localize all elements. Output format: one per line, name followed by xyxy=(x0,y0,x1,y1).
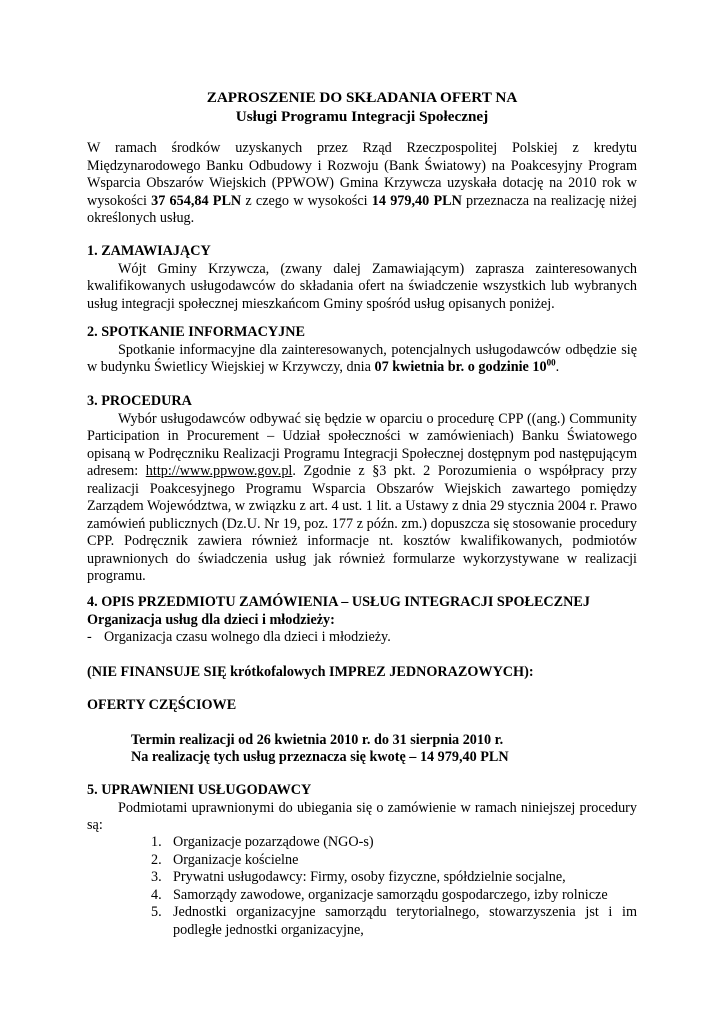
list-item-number: 3. xyxy=(151,869,162,885)
realization-amount: Na realizację tych usług przeznacza się kwotę – 14 979,40 PLN xyxy=(131,749,509,765)
list-item xyxy=(151,869,637,887)
list-item-number: 2. xyxy=(151,851,162,868)
section-4-heading: 4. OPIS PRZEDMIOTU ZAMÓWIENIA – USŁUG INTEGRACJI SPOŁECZNEJ xyxy=(87,594,590,610)
list-item xyxy=(151,904,637,939)
section-5-heading: 5. UPRAWNIENI USŁUGODAWCY xyxy=(87,782,312,798)
intro-paragraph xyxy=(87,140,637,228)
section-4-subheading: Organizacja usług dla dzieci i młodzieży: xyxy=(87,611,335,628)
section-1-heading: 1. ZAMAWIAJĄCY xyxy=(87,243,211,259)
section-5-text: Podmiotami uprawnionymi do ubiegania się o zamówienie w ramach niniejszej procedury są: xyxy=(87,799,637,833)
section-2-end: . xyxy=(555,359,560,375)
section-1-text: Wójt Gminy Krzywcza, (zwany dalej Zamawiającym) zaprasza zainteresowanych kwalifikowanych usługodawców do składania ofert na świadczenie wszystkich lub wybranych usług integracji społecznej mieszkańcom Gminy spośród usług opisanych poniżej. xyxy=(87,260,637,312)
section-3 xyxy=(87,393,637,586)
dash-bullet: - xyxy=(87,629,92,645)
list-item-text: Organizacje kościelne xyxy=(173,851,299,868)
section-3-body-1: Wybór usługodawców odbywać się będzie w oparciu o procedurę CPP ((ang.) Community Participation in Procurement – Udział społeczności w zamówieniach) Banku Światowego opisaną w Podręczniku Realizacji Programu Integracji Społecznej dostępnym pod następującym adresem: xyxy=(87,410,637,479)
section-5 xyxy=(87,782,637,835)
partial-offers-heading: OFERTY CZĘŚCIOWE xyxy=(87,697,237,713)
list-item-number: 5. xyxy=(151,904,162,920)
section-2-body: Spotkanie informacyjne dla zainteresowanych, potencjalnych usługodawców odbędzie się w budynku Świetlicy Wiejskiej w Krzywczy, dnia xyxy=(87,341,637,375)
section-2 xyxy=(87,324,637,377)
intro-text-1: W ramach środków uzyskanych przez Rząd Rzeczpospolitej Polskiej z kredytu Międzynarodowego Banku Odbudowy i Rozwoju (Bank Światowy) na Poakcesyjny Program Wsparcia Obszarów Wiejskich (PPWOW) Gmina Krzywcza uzyskała dotację na 2010 rok w wysokości xyxy=(87,140,637,209)
meeting-minutes: 00 xyxy=(546,357,556,368)
list-item-text: Jednostki organizacyjne samorządu terytorialnego, stowarzyszenia jst i im podległe jednostki organizacyjne, xyxy=(173,904,637,938)
list-item-text: Organizacje pozarządowe (NGO-s) xyxy=(173,834,374,850)
section-3-heading: 3. PROCEDURA xyxy=(87,393,192,409)
intro-text-3: przeznacza na realizację niżej określonych usług. xyxy=(87,192,638,226)
eligible-providers-list xyxy=(151,834,637,939)
document-title xyxy=(87,88,637,126)
intro-text-2: z czego w wysokości xyxy=(241,192,372,209)
list-item xyxy=(151,852,637,870)
section-4 xyxy=(87,594,637,647)
list-item-text: Samorządy zawodowe, organizacje samorządu gospodarczego, izby rolnicze xyxy=(173,886,608,903)
section-3-text xyxy=(87,411,637,586)
realization-term: Termin realizacji od 26 kwietnia 2010 r. do 31 sierpnia 2010 r. xyxy=(131,732,504,748)
intro-amount-2: 14 979,40 PLN xyxy=(371,192,462,209)
list-item-text: Organizacja czasu wolnego dla dzieci i młodzieży. xyxy=(104,629,391,645)
list-item-text: Prywatni usługodawcy: Firmy, osoby fizyczne, spółdzielnie socjalne, xyxy=(173,869,566,885)
list-item xyxy=(87,629,637,647)
meeting-date: 07 kwietnia br. o godzinie 10 xyxy=(374,359,547,375)
title-line-2: Usługi Programu Integracji Społecznej xyxy=(235,108,489,125)
section-3-body-2: . Zgodnie z §3 pkt. 2 Porozumienia o współpracy przy realizacji Poakcesyjnego Programu Wsparcia Obszarów Wiejskich zawartego pomiędzy Zarządem Województwa, w związku z art. 4 ust. 1 lit. a Ustawy z dnia 29 stycznia 2004 r. Prawo zamówień publicznych (Dz.U. Nr 19, poz. 177 z późn. zm.) dopuszcza się stosowanie procedury CPP. Podręcznik zawiera również informacje nt. kosztów kwalifikowanych, podmiotów uprawnionych do świadczenia usług jak również formularze wykorzystywane w realizacji programu. xyxy=(87,463,637,584)
title-line-1: ZAPROSZENIE DO SKŁADANIA OFERT NA xyxy=(206,89,518,106)
financing-notice: (NIE FINANSUJE SIĘ krótkofalowych IMPREZ JEDNORAZOWYCH): xyxy=(87,664,534,680)
ppwow-link[interactable]: http://www.ppwow.gov.pl xyxy=(145,463,293,479)
list-item-number: 4. xyxy=(151,886,162,903)
list-item xyxy=(151,834,637,852)
list-item xyxy=(151,887,637,905)
intro-amount-1: 37 654,84 PLN xyxy=(151,192,242,209)
section-2-heading: 2. SPOTKANIE INFORMACYJNE xyxy=(87,324,305,340)
section-2-text xyxy=(87,342,637,377)
list-item-number: 1. xyxy=(151,834,162,850)
section-1 xyxy=(87,243,637,313)
